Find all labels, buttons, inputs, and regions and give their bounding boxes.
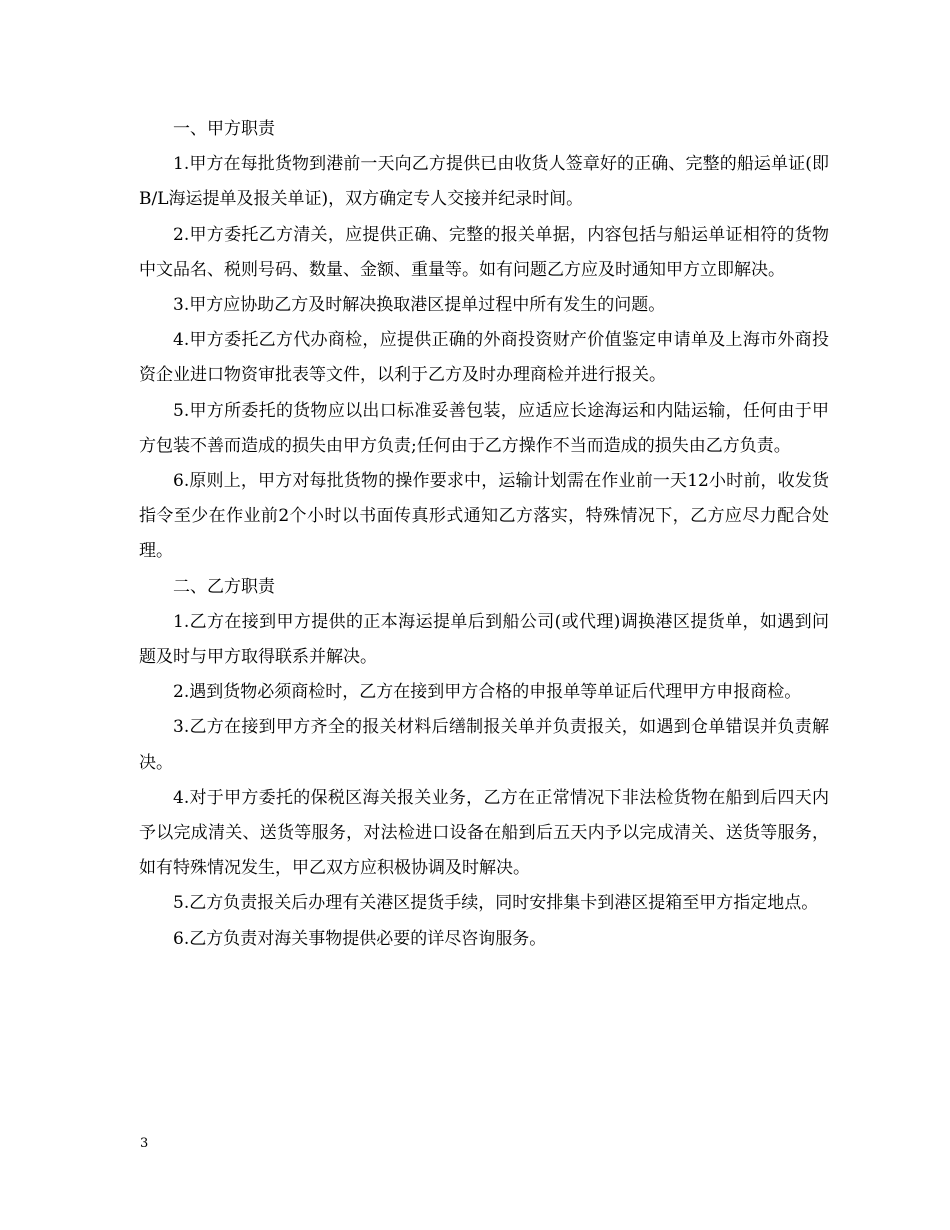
paragraph-b5: 5.乙方负责报关后办理有关港区提货手续，同时安排集卡到港区提箱至甲方指定地点。 xyxy=(173,893,819,914)
document-body xyxy=(139,112,829,957)
paragraph-b2: 2.遇到货物必须商检时，乙方在接到甲方合格的申报单等单证后代理甲方申报商检。 xyxy=(173,682,802,703)
paragraph-a2: 2.甲方委托乙方清关，应提供正确、完整的报关单据，内容包括与船运单证相符的货物中文品名、税则号码、数量、金额、重量等。如有问题乙方应及时通知甲方立即解决。 xyxy=(139,224,829,280)
paragraph-b4: 4.对于甲方委托的保税区海关报关业务，乙方在正常情况下非法检货物在船到后四天内予以完成清关、送货等服务，对法检进口设备在船到后五天内予以完成清关、送货等服务，如有特殊情况发生，甲乙双方应积极协调及时解决。 xyxy=(139,787,829,879)
section-heading-party-a: 一、甲方职责 xyxy=(173,119,275,139)
paragraph-a3: 3.甲方应协助乙方及时解决换取港区提单过程中所有发生的问题。 xyxy=(173,295,666,316)
page-number: 3 xyxy=(140,1136,149,1151)
section-heading-party-b: 二、乙方职责 xyxy=(173,576,275,597)
paragraph-b6: 6.乙方负责对海关事物提供必要的详尽咨询服务。 xyxy=(173,928,547,949)
paragraph-a6: 6.原则上，甲方对每批货物的操作要求中，运输计划需在作业前一天12小时前，收发货指令至少在作业前2个小时以书面传真形式通知乙方落实，特殊情况下，乙方应尽力配合处理。 xyxy=(139,471,829,562)
paragraph-a4: 4.甲方委托乙方代办商检，应提供正确的外商投资财产价值鉴定申请单及上海市外商投资企业进口物资审批表等文件，以利于乙方及时办理商检并进行报关。 xyxy=(139,330,829,386)
paragraph-b1: 1.乙方在接到甲方提供的正本海运提单后到船公司(或代理)调换港区提货单，如遇到问题及时与甲方取得联系并解决。 xyxy=(139,611,829,668)
paragraph-b3: 3.乙方在接到甲方齐全的报关材料后缮制报关单并负责报关，如遇到仓单错误并负责解决。 xyxy=(139,717,829,773)
paragraph-a1: 1.甲方在每批货物到港前一天向乙方提供已由收货人签章好的正确、完整的船运单证(即B/L海运提单及报关单证)，双方确定专人交接并纪录时间。 xyxy=(139,154,829,210)
paragraph-a5: 5.甲方所委托的货物应以出口标准妥善包装，应适应长途海运和内陆运输，任何由于甲方包装不善而造成的损失由甲方负责;任何由于乙方操作不当而造成的损失由乙方负责。 xyxy=(139,400,829,456)
